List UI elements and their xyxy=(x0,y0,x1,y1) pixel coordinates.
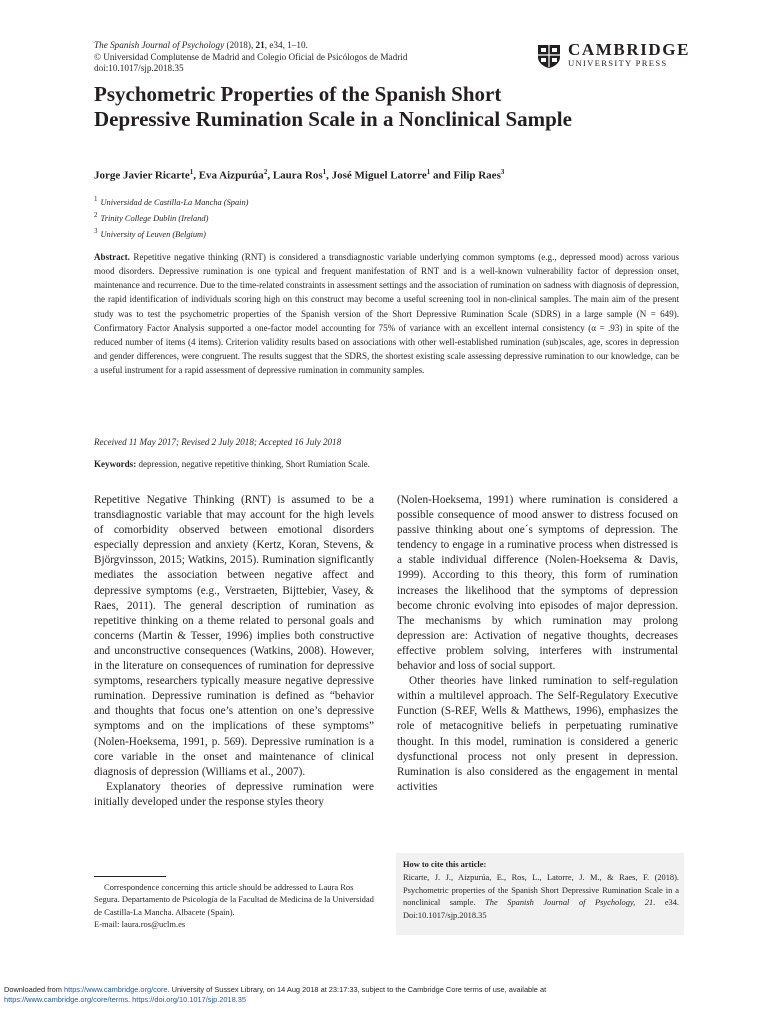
how-to-cite-box xyxy=(396,853,684,935)
author-affiliation-marker: 1 xyxy=(426,168,431,176)
body-paragraph: Other theories have linked rumination to self-regulation within a multilevel approach. The Self-Regulatory Executive Function (S-REF, Wells & Matthews, 1996), emphasizes the role of metacognitive beliefs in perpetuating ruminative thought. In this model, rumination is considered a generic dysfunctional process not only present in depression. Rumination is also considered as the engagement in mental activities xyxy=(397,675,678,793)
cambridge-logo xyxy=(536,42,690,69)
body-paragraph: (Nolen-Hoeksema, 1991) where rumination is considered a possible consequence of mood answer to distress focused on passive thinking about one´s symptoms of depression. The tendency to engage in a ruminative process when distressed is a stable individual difference (Nolen-Hoeksema & Davis, 1999). According to this theory, this form of rumination increases the likelihood that the symptoms of depression become chronic evolving into episodes of major depression. The mechanisms by which rumination may prolong depression are: Activation of negative thoughts, decreases effective problem solving, interferes with instrumental behavior and loss of social support. xyxy=(397,494,678,673)
journal-citation-block xyxy=(94,40,407,75)
affiliation-item: $^1$ Universidad de Castilla-La Mancha (Spain) xyxy=(94,195,249,207)
publisher-name: CAMBRIDGE xyxy=(568,40,691,59)
author-name: Jorge Javier Ricarte xyxy=(94,169,190,182)
abstract-label: Abstract. xyxy=(94,252,130,262)
body-column-left xyxy=(94,493,374,810)
author-affiliation-marker: 1 xyxy=(322,168,327,176)
cite-box-text: Ricarte, J. J., Aizpurúa, E., Ros, L., Latorre, J. M., & Raes, F. (2018). Psychometric properties of the Spanish Short Depressive Rumination Scale in a nonclinical sample. The Spanish Journal of Psychology, 21. e34. Doi:10.1017/sjp.2018.35 xyxy=(403,872,680,921)
journal-citation: The Spanish Journal of Psychology (2018), 21, e34, 1–10. xyxy=(94,40,308,50)
author-list: Jorge Javier Ricarte$^1$, Eva Aizpurúa$^2$, Laura Ros$^1$, José Miguel Latorre$^1$ and Filip Raes$^3$ xyxy=(94,168,505,182)
author-affiliation-marker: 3 xyxy=(500,168,505,176)
affiliation-item: $^3$ University of Leuven (Belgium) xyxy=(94,227,206,239)
doi-link[interactable]: https://doi.org/10.1017/sjp.2018.35 xyxy=(132,995,246,1005)
body-column-right xyxy=(397,493,678,795)
terms-link[interactable]: https://www.cambridge.org/core/terms xyxy=(4,995,129,1005)
journal-name: The Spanish Journal of Psychology xyxy=(94,40,225,50)
received-dates: Received 11 May 2017; Revised 2 July 2018; Accepted 16 July 2018 xyxy=(94,437,342,447)
author-name: Laura Ros xyxy=(272,169,323,182)
author-affiliation-marker: 1 xyxy=(189,168,194,176)
publisher-press: UNIVERSITY PRESS xyxy=(568,58,668,68)
author-name: Eva Aizpurúa xyxy=(198,169,264,182)
journal-volume: 21 xyxy=(255,40,265,50)
download-notice: Downloaded from https://www.cambridge.org/core. University of Sussex Library, on 14 Aug 2018 at 23:17:33, subject to the Cambridge Core terms of use, available at https://www.cambridge.org/core/terms. https://doi.org/10.1017/sjp.2018.35 xyxy=(4,985,547,1005)
footnote-divider xyxy=(94,876,166,877)
abstract-text: Repetitive negative thinking (RNT) is considered a transdiagnostic variable underlying common symptoms (e.g., depressed mood) across various mood disorders. Depressive rumination is one typical and frequent manifestation of RNT and is a well-known vulnerability factor of depression onset, maintenance and recurrence. Due to the time-related constraints in assessment settings and the association of rumination on sadness with diagnosis of depression, the rapid identification of individuals scoring high on this construct may become a useful screening tool in non-clinical samples. The main aim of the present study was to test the psychometric properties of the Spanish version of the Short Depressive Rumination Scale (SDRS) in a large sample (N = 649). Confirmatory Factor Analysis supported a one-factor model accounting for 75% of variance with an excellent internal consistency (α = .93) in spite of the reduced number of items (4 items). Criterion validity results based on associations with other well-established rumination (sub)scales, age, scores in depression and gender differences, were congruent. The results suggest that the SDRS, the shortest existing scale assessing depressive rumination to our knowledge, can be a useful instrument for a rapid assessment of depressive rumination in community samples. xyxy=(94,252,679,376)
abstract xyxy=(94,250,679,377)
author-affiliation-marker: 2 xyxy=(263,168,268,176)
author-name: Filip Raes xyxy=(453,169,501,182)
affiliation-list xyxy=(94,193,248,241)
cambridge-core-link[interactable]: https://www.cambridge.org/core xyxy=(63,985,168,994)
correspondence-footnote: Correspondence concerning this article should be addressed to Laura Ros Segura. Departamento de Psicología de la Facultad de Medicina de la Universidad de Castilla-La Mancha. Albacete (Spain). E-mail: laura.ros@uclm.es xyxy=(94,882,374,930)
author-name: José Miguel Latorre xyxy=(331,169,427,182)
correspondence-email: E-mail: laura.ros@uclm.es xyxy=(94,919,186,930)
article-title: Psychometric Properties of the Spanish Short Depressive Rumination Scale in a Nonclinical Sample xyxy=(94,82,572,131)
cite-box-title: How to cite this article: xyxy=(403,860,487,869)
journal-copyright: © Universidad Complutense de Madrid and Colegio Oficial de Psicólogos de Madrid xyxy=(94,51,408,62)
keywords-label: Keywords: xyxy=(94,459,137,469)
body-paragraph: Repetitive Negative Thinking (RNT) is assumed to be a transdiagnostic variable that may account for the high levels of comorbidity observed between emotional disorders especially depression and anxiety (Kertz, Koran, Stevens, & Björgvinsson, 2015; Watkins, 2015). Rumination significantly mediates the association between negative affect and depressive symptoms (e.g., Verstraeten, Bijttebier, Vasey, & Raes, 2011). The general description of rumination as repetitive thinking on a theme related to personal goals and concerns (Martin & Tesser, 1996) implies both constructive and unconstructive consequences (Watkins, 2008). However, in the literature on consequences of rumination for depressive symptoms, researchers typically measure negative depressive rumination. Depressive rumination is defined as “behavior and thoughts that focus one’s attention on one’s depressive symptoms and on the implications of these symptoms” (Nolen-Hoeksema, 1991, p. 569). Depressive rumination is a core variable in the onset and maintenance of clinical diagnosis of depression (Williams et al., 2007). xyxy=(94,494,374,778)
keywords-text: depression, negative repetitive thinking, Short Rumiation Scale. xyxy=(136,459,370,469)
journal-doi: doi:10.1017/sjp.2018.35 xyxy=(94,63,184,73)
body-paragraph: Explanatory theories of depressive rumination were initially developed under the response styles theory xyxy=(94,780,374,808)
cambridge-shield-icon xyxy=(536,43,562,69)
affiliation-item: $^2$ Trinity College Dublin (Ireland) xyxy=(94,211,209,223)
keywords xyxy=(94,459,370,469)
